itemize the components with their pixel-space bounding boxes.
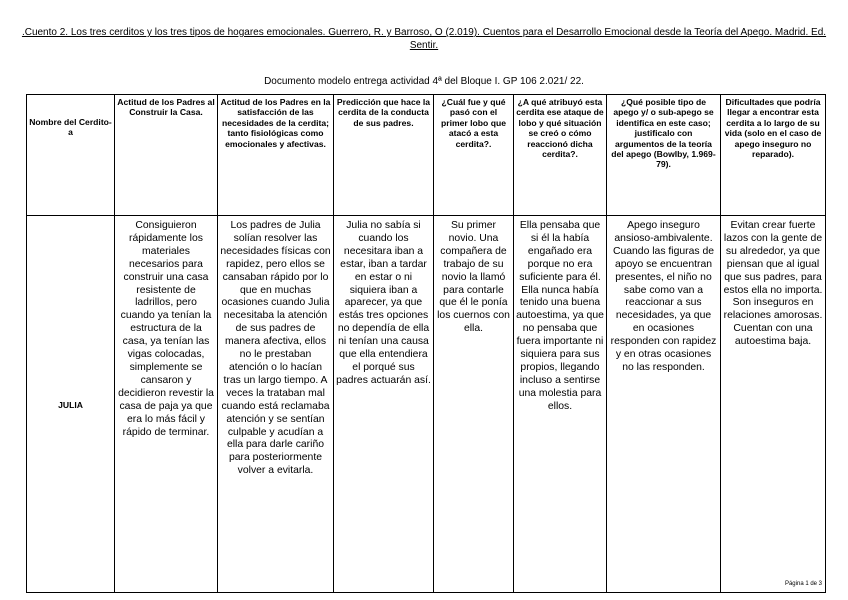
activity-table <box>26 94 826 593</box>
header-prediccion: Predicción que hace la cerdita de la conducta de sus padres. <box>334 95 434 216</box>
header-nombre: Nombre del Cerdito-a <box>27 95 115 216</box>
header-actitud-casa: Actitud de los Padres al Construir la Casa. <box>115 95 218 216</box>
cell-primer-lobo: Su primer novio. Una compañera de trabajo de su novio la llamó para contarle que él le ponía los cuernos con ella. <box>434 216 514 593</box>
header-atribucion: ¿A qué atribuyó esta cerdita ese ataque de lobo y qué situación se creó o cómo reaccionó dicha cerdita?. <box>514 95 607 216</box>
header-tipo-apego: ¿Qué posible tipo de apego y/ o sub-apego se identifica en este caso; justificalo con argumentos de la teoría del apego (Bowlby, 1.969-79). <box>607 95 721 216</box>
cell-actitud-casa: Consiguieron rápidamente los materiales necesarios para construir una casa resistente de ladrillos, pero cuando ya tenían la estructura de la casa, ya tenían las vigas colocadas, simplemente se cansaron y decidieron revestir la casa de paja ya que era lo más fácil y rápido de terminar. <box>115 216 218 593</box>
page-number: Página 1 de 3 <box>784 581 822 587</box>
document-title: .Cuento 2. Los tres cerditos y los tres tipos de hogares emocionales. Guerrero, R. y Barroso, O (2.019). Cuentos para el Desarrollo Emocional desde la Teoría del Apego. Madrid. Ed. Sentir. <box>21 27 827 51</box>
cell-tipo-apego: Apego inseguro ansioso-ambivalente. Cuando las figuras de apoyo se encuentran presentes, el niño no sabe como van a reaccionar a sus necesidades, ya que en ocasiones responden con rapidez y en otras ocasiones no las responden. <box>607 216 721 593</box>
cell-atribucion: Ella pensaba que si él la había engañado era porque no era suficiente para él. Ella nunca había tenido una buena autoestima, ya que no pensaba que fuera importante ni siquiera para sus propios, llegando incluso a sentirse una molestia para ellos. <box>514 216 607 593</box>
header-primer-lobo: ¿Cuál fue y qué pasó con el primer lobo que atacó a esta cerdita?. <box>434 95 514 216</box>
table-row <box>27 216 826 593</box>
cell-nombre: JULIA <box>27 216 115 593</box>
cell-dificultades: Evitan crear fuerte lazos con la gente de su alrededor, ya que piensan que al igual que sus padres, para estos ella no importa. Son inseguros en relaciones amorosas. Cuentan con una autoestima baja. <box>721 216 826 593</box>
header-dificultades: Dificultades que podría llegar a encontrar esta cerdita a lo largo de su vida (solo en el caso de apego inseguro no reparado). <box>721 95 826 216</box>
header-row <box>27 95 826 216</box>
header-actitud-necesidades: Actitud de los Padres en la satisfacción de las necesidades de la cerdita; tanto fisiológicas como emocionales y afectivas. <box>218 95 334 216</box>
cell-prediccion: Julia no sabía si cuando los necesitara iban a estar, iban a tardar en estar o ni siquiera iban a aparecer, ya que estás tres opciones no dependía de ella ni tenían una causa que ella entendiera el porqué sus padres actuarán así. <box>334 216 434 593</box>
document-subtitle: Documento modelo entrega actividad 4ª del Bloque I. GP 106 2.021/ 22. <box>264 76 584 87</box>
cell-actitud-necesidades: Los padres de Julia solían resolver las necesidades físicas con rapidez, pero ellos se cansaban rápido por lo que en muchas ocasiones cuando Julia necesitaba la atención de sus padres de manera afectiva, ellos no le prestaban atención o lo hacían tras un largo tiempo. A veces la trataban mal cuando está reclamaba atención y se sentían culpable y acudían a ella para darle cariño para posteriormente volver a evitarla. <box>218 216 334 593</box>
